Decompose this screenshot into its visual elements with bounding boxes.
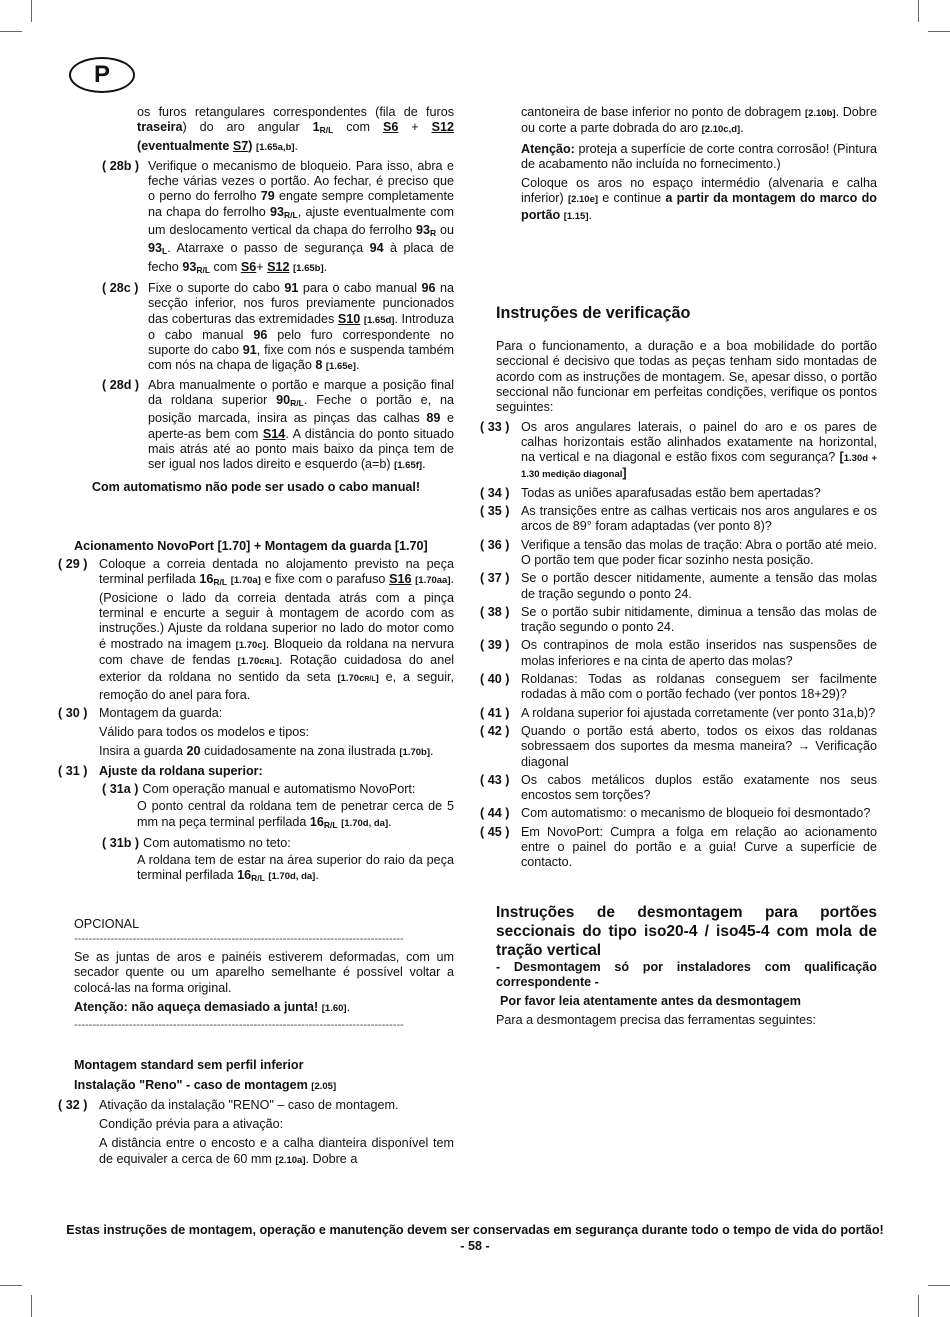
verification-intro: Para o funcionamento, a duração e a boa mobilidade do portão seccional é decisivo que todas as peças tenham sido montadas de acordo com as instruções de montagem. Se, apesar disso, o portão seccional não funcionar em perfeitas condições, verifique os pontos seguintes: [496, 339, 877, 415]
check-text: Os aros angulares laterais, o painel do aro e os pares de calhas horizontais estão alinhados exatamente na horizontal, na vertical e na diagonal e estão fixos com segurança? [1.30d + 1.30 medição diagonal] [521, 419, 877, 481]
check-text: Com automatismo: o mecanismo de bloqueio foi desmontado? [521, 806, 871, 821]
check-text: Se o portão subir nitidamente, diminua a tensão das molas de tração segundo o ponto 24. [521, 604, 877, 635]
step-31a: ( 31a ) Com operação manual e automatismo NovoPort: [102, 781, 416, 796]
check-item [480, 706, 877, 721]
crop-mark [918, 0, 919, 22]
crop-mark [918, 1295, 919, 1317]
step-31a-text: O ponto central da roldana tem de penetrar cerca de 5 mm na peça terminal perfilada $16_{R/L}$ [1.70d, da]. [137, 799, 454, 830]
check-text: Os cabos metálicos duplos estão exatamente nos seus encostos sem torções? [521, 772, 877, 803]
step-30-valid: Válido para todos os modelos e tipos: [99, 725, 310, 740]
check-number: ( 35 ) [480, 504, 510, 519]
manual-cable-warning: Com automatismo não pode ser usado o cabo manual! [91, 479, 421, 494]
check-text: Os contrapinos de mola estão inseridos nas suspensões de molas inferiores e na cinta de aperto das molas? [521, 638, 877, 668]
section-title-novoport: Acionamento NovoPort [1.70] + Montagem da guarda [1.70] [74, 538, 428, 553]
step-31b: ( 31b ) Com automatismo no teto: [102, 835, 291, 850]
crop-mark [31, 1295, 32, 1317]
verification-title: Instruções de verificação [496, 304, 691, 323]
crop-mark [31, 0, 32, 22]
check-item [480, 672, 877, 703]
step-32-condition: Condição prévia para a ativação: [99, 1117, 284, 1132]
check-text: Verifique a tensão das molas de tração: Abra o portão até meio. O portão tem que poder ficar sozinho nesta posição. [521, 537, 877, 567]
check-number: ( 42 ) [480, 723, 510, 738]
footer [60, 1223, 890, 1254]
check-item [480, 806, 877, 821]
check-text: Em NovoPort: Cumpra a folga em relação ao acionamento entre o painel do portão e a guia! Curve a superfície de contacto. [521, 824, 877, 870]
check-number: ( 40 ) [480, 672, 510, 687]
check-number: ( 41 ) [480, 705, 510, 720]
step-29: ( 29 ) Coloque a correia dentada no alojamento previsto na peça terminal perfilada $16_{R/L}$ [1.70a] e fixe com o parafuso S16 [1.70aa]. (Posicione o lado da correia dentada atrás com a pinça terminal e encurte a seguir à montagem de acordo com as instruções.) Ajuste da roldana superior no lado do motor como é mostrado na imagem [1.70c]. Bloqueio da roldana na nervura com chave de fendas [1.70cR/L]. Rotação cuidadosa do anel exterior da roldana no sentido da seta [1.70cR/L] e, a seguir, remoção do anel para fora. [58, 557, 455, 702]
corrosion-note: Atenção: proteja a superfície de corte contra corrosão! (Pintura de acabamento não incluída no fornecimento.) [521, 141, 877, 171]
disassembly-tools: Para a desmontagem precisa das ferramentas seguintes: [496, 1013, 816, 1028]
page-number: - 58 - [460, 1238, 490, 1253]
dashed-separator: ------------------------------------------------------------------------------------------ [74, 1019, 404, 1032]
step-28c: ( 28c ) Fixe o suporte do cabo 91 para o cabo manual 96 na secção inferior, nos furos previamente puncionados das coberturas das extremidades S10 [1.65d]. Introduza o cabo manual 96 pelo furo correspondente no suporte do cabo 91, fixe com nós e suspenda também com nós na chapa de ligação 8 [1.65e]. [102, 280, 454, 373]
check-item [480, 724, 877, 770]
footer-notice: Estas instruções de montagem, operação e manutenção devem ser conservadas em segurança durante todo o tempo de vida do portão! [66, 1223, 884, 1237]
check-number: ( 34 ) [480, 485, 510, 500]
optional-text: Se as juntas de aros e painéis estiverem deformadas, com um secador quente ou um aparelho semelhante é possível voltar a colocá-las na forma original. [74, 950, 454, 995]
disassembly-title: Instruções de desmontagem para portões seccionais do tipo iso20-4 / iso45-4 com mola de tração vertical [496, 903, 877, 959]
dashed-separator: ------------------------------------------------------------------------------------------ [74, 933, 404, 946]
check-number: ( 33 ) [480, 419, 510, 434]
standard-title: Montagem standard sem perfil inferior [74, 1058, 304, 1073]
step-32-text: A distância entre o encosto e a calha dianteira disponível tem de equivaler a cerca de 60 mm [2.10a]. Dobre a [99, 1136, 454, 1166]
step-32: ( 32 ) Ativação da instalação "RENO" – caso de montagem. [58, 1097, 399, 1112]
crop-mark [928, 1285, 950, 1286]
check-text: A roldana superior foi ajustada corretamente (ver ponto 31a,b)? [521, 705, 876, 720]
checks-list [480, 420, 877, 871]
check-number: ( 38 ) [480, 604, 510, 619]
left-column [58, 105, 454, 1168]
crop-mark [928, 31, 950, 32]
check-text: As transições entre as calhas verticais nos aros angulares e os arcos de 89° foram adaptadas (ver ponto 8)? [521, 504, 877, 534]
check-number: ( 39 ) [480, 638, 510, 653]
step-30: ( 30 ) Montagem da guarda: [58, 705, 223, 720]
reno-title: Instalação "Reno" - caso de montagem [2.05] [74, 1077, 337, 1092]
check-item [480, 571, 877, 602]
check-item [480, 504, 877, 535]
check-item [480, 420, 877, 483]
check-number: ( 44 ) [480, 806, 510, 821]
check-item [480, 486, 877, 501]
optional-title: OPCIONAL [74, 916, 140, 931]
check-text: Roldanas: Todas as roldanas conseguem ser facilmente rodadas à mão com o portão fechado (ver pontos 18+29)? [521, 672, 877, 702]
check-item [480, 605, 877, 636]
step-31b-text: A roldana tem de estar na área superior do raio da peça terminal perfilada $16_{R/L}$ [1.70d, da]. [137, 853, 454, 884]
step-28b: ( 28b ) Verifique o mecanismo de bloqueio. Para isso, abra e feche várias vezes o portão. Ao fechar, é preciso que o perno do ferrolho 79 engate sempre completamente na chapa do ferrolho $93_{R/L}$, ajuste eventualmente com um deslocamento vertical da chapa do ferrolho $93_R$ ou $93_L$. Atarraxe o passo de segurança 94 à placa de fecho $93_{R/L}$ com S6+ S12 [1.65b]. [102, 158, 455, 275]
step-28d: ( 28d ) Abra manualmente o portão e marque a posição final da roldana superior $90_{R/L}$. Feche o portão e, na posição marcada, insira as pinças das calhas 89 e aperte-as bem com S14. A distância do ponto situado mais atrás até ao ponto mais baixo da pinça tem de ser igual nos lados direito e esquerdo (a=b) [1.65f]. [102, 377, 455, 472]
optional-warning: Atenção: não aqueça demasiado a junta! [1.60]. [74, 999, 351, 1014]
language-badge: P [69, 57, 135, 93]
check-number: ( 43 ) [480, 772, 510, 787]
check-item [480, 773, 877, 804]
paragraph-continuation: cantoneira de base inferior no ponto de dobragem [2.10b]. Dobre ou corte a parte dobrada do aro [2.10c,d]. [521, 105, 877, 136]
check-item [480, 825, 877, 871]
step-31: ( 31 ) Ajuste da roldana superior: [58, 763, 263, 778]
paragraph-continuation: os furos retangulares correspondentes (fila de furos traseira) do aro angular $1_{R/L}$ com S6 + S12 (eventualmente S7) [1.65a,b]. [137, 105, 454, 153]
crop-mark [0, 1285, 22, 1286]
check-text: Todas as uniões aparafusadas estão bem apertadas? [521, 485, 821, 500]
check-text: Quando o portão está aberto, todos os eixos das roldanas sobressaem dos suportes da mesma maneira? → Verificação diagonal [521, 723, 877, 769]
check-item [480, 638, 877, 669]
check-number: ( 37 ) [480, 571, 510, 586]
check-item [480, 538, 877, 569]
check-number: ( 36 ) [480, 537, 510, 552]
right-column [480, 105, 877, 1029]
check-text: Se o portão descer nitidamente, aumente a tensão das molas de tração segundo o ponto 24. [521, 571, 877, 601]
disassembly-read-note: Por favor leia atentamente antes da desmontagem [500, 994, 801, 1009]
crop-mark [0, 31, 22, 32]
disassembly-qualification: - Desmontagem só por instaladores com qualificação correspondente - [496, 959, 877, 989]
frames-note: Coloque os aros no espaço intermédio (alvenaria e calha inferior) [2.10e] e continue a partir da montagem do marco do portão [1.15]. [521, 176, 878, 222]
check-number: ( 45 ) [480, 824, 510, 839]
step-30-text: Insira a guarda 20 cuidadosamente na zona ilustrada [1.70b]. [99, 744, 434, 759]
